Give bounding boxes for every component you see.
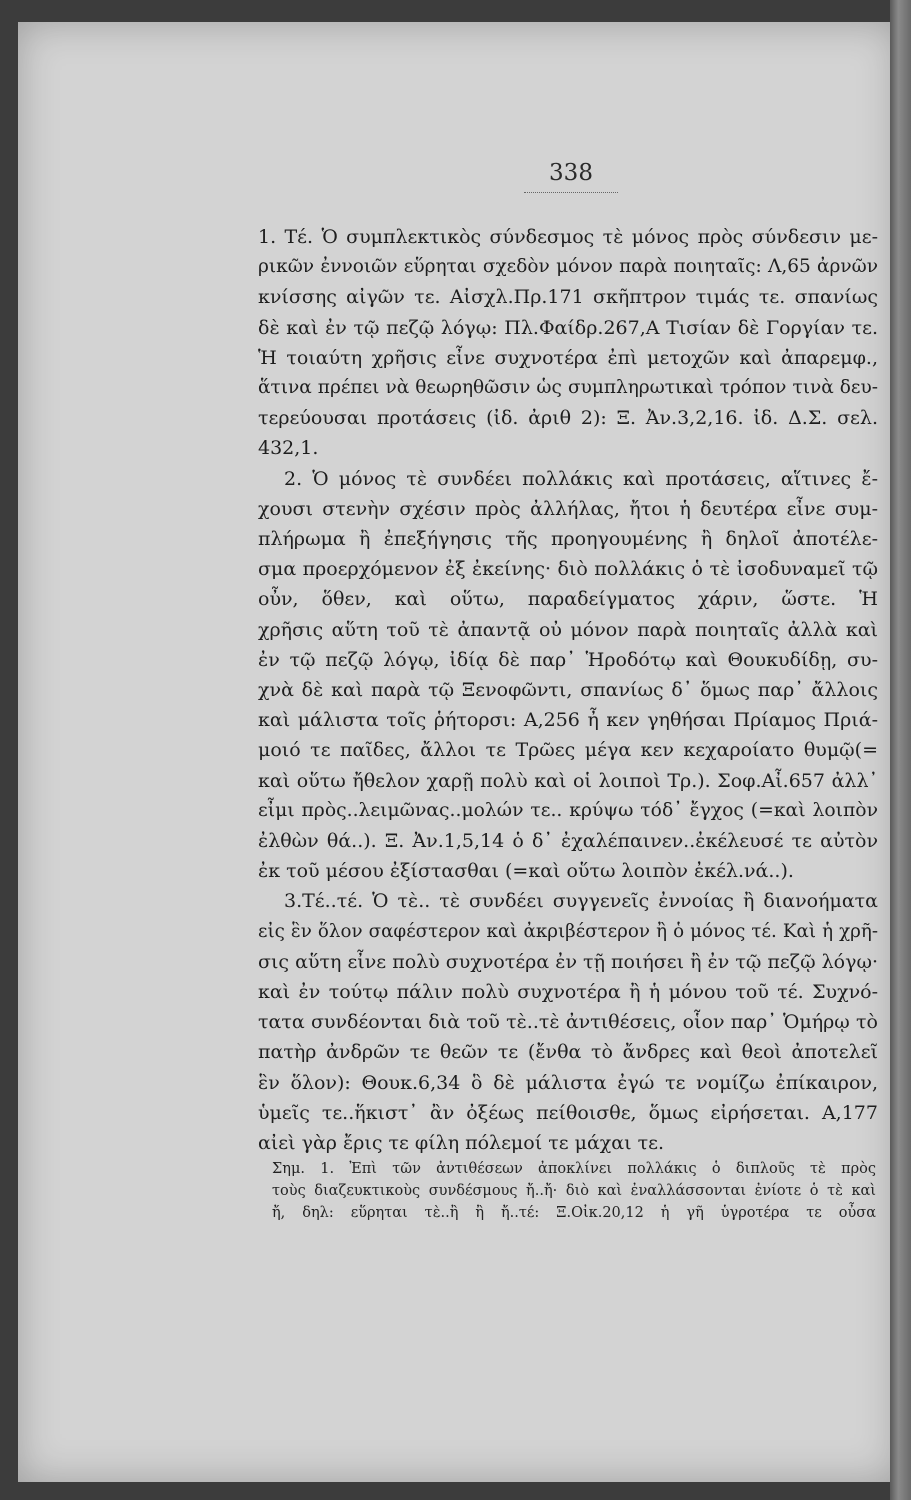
text-line: ἅτινα πρέπει νὰ θεωρηθῶσιν ὡς συμπληρωτικαὶ τρόπον τινὰ δευ- [258, 377, 878, 399]
text-line: χρῆσις αὕτη τοῦ τὲ ἀπαντᾷ οὐ μόνον παρὰ ποιηταῖς ἀλλὰ καὶ [258, 618, 878, 641]
text-line: ὑμεῖς τε..ἥκιστ᾽ ἂν ὀξέως πείθοισθε, ὅμως εἰρήσεται. Α,177 [258, 1101, 878, 1124]
paragraph-3 [258, 886, 878, 1158]
paragraph-1 [258, 222, 878, 464]
text-line: ἐν τῷ πεζῷ λόγῳ, ἰδίᾳ δὲ παρ᾽ Ἡροδότῳ καὶ Θουκυδίδῃ, συ- [258, 648, 878, 671]
text-line: ἐλθὼν θά..). Ξ. Ἀν.1,5,14 ὁ δ᾽ ἐχαλέπαινεν..ἐκέλευσέ τε αὐτὸν [258, 830, 878, 853]
text-line: σμα προερχόμενον ἐξ ἐκείνης· διὸ πολλάκις ὁ τὲ ἰσοδυναμεῖ τῷ [258, 558, 878, 581]
text-line: 432,1. [258, 437, 319, 460]
text-line: εἶμι πρὸς..λειμῶνας..μολών τε.. κρύψω τόδ᾽ ἔγχος (=καὶ λοιπὸν [258, 799, 878, 821]
adjacent-page-edge [890, 0, 911, 1500]
text-line: δὲ καὶ ἐν τῷ πεζῷ λόγῳ: Πλ.Φαίδρ.267,Α Τισίαν δὲ Γοργίαν τε. [258, 316, 878, 339]
text-line: πλήρωμα ἢ ἐπεξήγησις τῆς προηγουμένης ἢ δηλοῖ ἀποτέλε- [258, 528, 878, 551]
footnote-line: τοὺς διαζευκτικοὺς συνδέσμους ἤ..ἤ· διὸ καὶ ἐναλλάσσονται ἐνίοτε ὁ τὲ καὶ [272, 1183, 876, 1199]
text-line: καὶ μάλιστα τοῖς ῥήτορσι: Α,256 ἦ κεν γηθήσαι Πρίαμος Πριά- [258, 709, 878, 732]
text-line: πατὴρ ἀνδρῶν τε θεῶν τε (ἔνθα τὸ ἄνδρες καὶ θεοὶ ἀποτελεῖ [258, 1041, 878, 1064]
text-line: χνὰ δὲ καὶ παρὰ τῷ Ξενοφῶντι, σπανίως δ᾽ ὅμως παρ᾽ ἄλλοις [258, 679, 878, 702]
text-line: τερεύουσαι προτάσεις (ἰδ. ἀριθ 2): Ξ. Ἀν.3,2,16. ἰδ. Δ.Σ. σελ. [258, 407, 878, 430]
text-line: κνίσσης αἰγῶν τε. Αἰσχλ.Πρ.171 σκῆπτρον τιμάς τε. σπανίως [258, 286, 878, 309]
text-line: ἓν ὅλον): Θουκ.6,34 ὃ δὲ μάλιστα ἐγώ τε νομίζω ἐπίκαιρον, [258, 1071, 878, 1094]
main-text [258, 222, 878, 1158]
text-line: καὶ ἐν τούτῳ πάλιν πολὺ συχνοτέρα ἢ ἡ μόνου τοῦ τέ. Συχνό- [258, 981, 878, 1004]
text-line: χουσι στενὴν σχέσιν πρὸς ἀλλήλας, ἤτοι ἡ δευτέρα εἶνε συμ- [258, 497, 878, 520]
text-line: οὖν, ὅθεν, καὶ οὕτω, παραδείγματος χάριν, ὥστε. Ἡ [258, 588, 878, 611]
text-line: 3.Τέ..τέ. Ὁ τὲ.. τὲ συνδέει συγγενεῖς ἐννοίας ἢ διανοήματα [284, 890, 878, 913]
text-line: αἰεὶ γὰρ ἔρις τε φίλη πόλεμοί τε μάχαι τε. [258, 1132, 665, 1155]
text-line: Ἡ τοιαύτη χρῆσις εἶνε συχνοτέρα ἐπὶ μετοχῶν καὶ ἀπαρεμφ., [258, 346, 878, 369]
footnote-line: ἤ, δηλ: εὕρηται τὲ..ἢ ἢ ἤ..τέ: Ξ.Οἰκ.20,12 ἡ γῆ ὑγροτέρα τε οὖσα [272, 1205, 876, 1221]
text-line: ἐκ τοῦ μέσου ἐξίστασθαι (=καὶ οὕτω λοιπὸν ἐκέλ.νά..). [258, 860, 794, 883]
text-line: καὶ οὕτω ἤθελον χαρῇ πολὺ καὶ οἱ λοιποὶ Τρ.). Σοφ.Αἶ.657 ἀλλ᾽ [258, 769, 878, 792]
footnote [272, 1158, 876, 1224]
text-line: ρικῶν ἐννοιῶν εὕρηται σχεδὸν μόνον παρὰ ποιηταῖς: Λ,65 ἀρνῶν [258, 256, 878, 278]
text-line: 2. Ὁ μόνος τὲ συνδέει πολλάκις καὶ προτάσεις, αἵτινες ἔ- [284, 467, 878, 490]
text-line: τατα συνδέονται διὰ τοῦ τὲ..τὲ ἀντιθέσεις, οἷον παρ᾽ Ὁμήρῳ τὸ [258, 1011, 878, 1034]
text-line: 1. Τέ. Ὁ συμπλεκτικὸς σύνδεσμος τὲ μόνος πρὸς σύνδεσιν με- [258, 226, 878, 248]
page-number: 338 [524, 160, 618, 193]
text-line: εἰς ἓν ὅλον σαφέστερον καὶ ἀκριβέστερον ἢ ὁ μόνος τέ. Καὶ ἡ χρῆ- [258, 920, 878, 942]
text-line: σις αὕτη εἶνε πολὺ συχνοτέρα ἐν τῇ ποιήσει ἢ ἐν τῷ πεζῷ λόγῳ· [258, 950, 878, 973]
footnote-line: Σημ. 1. Ἐπὶ τῶν ἀντιθέσεων ἀποκλίνει πολλάκις ὁ διπλοῦς τὲ πρὸς [272, 1161, 876, 1177]
text-line: μοιό τε παῖδες, ἄλλοι τε Τρῶες μέγα κεν κεχαροίατο θυμῷ(= [258, 739, 878, 762]
paragraph-2 [258, 464, 878, 887]
